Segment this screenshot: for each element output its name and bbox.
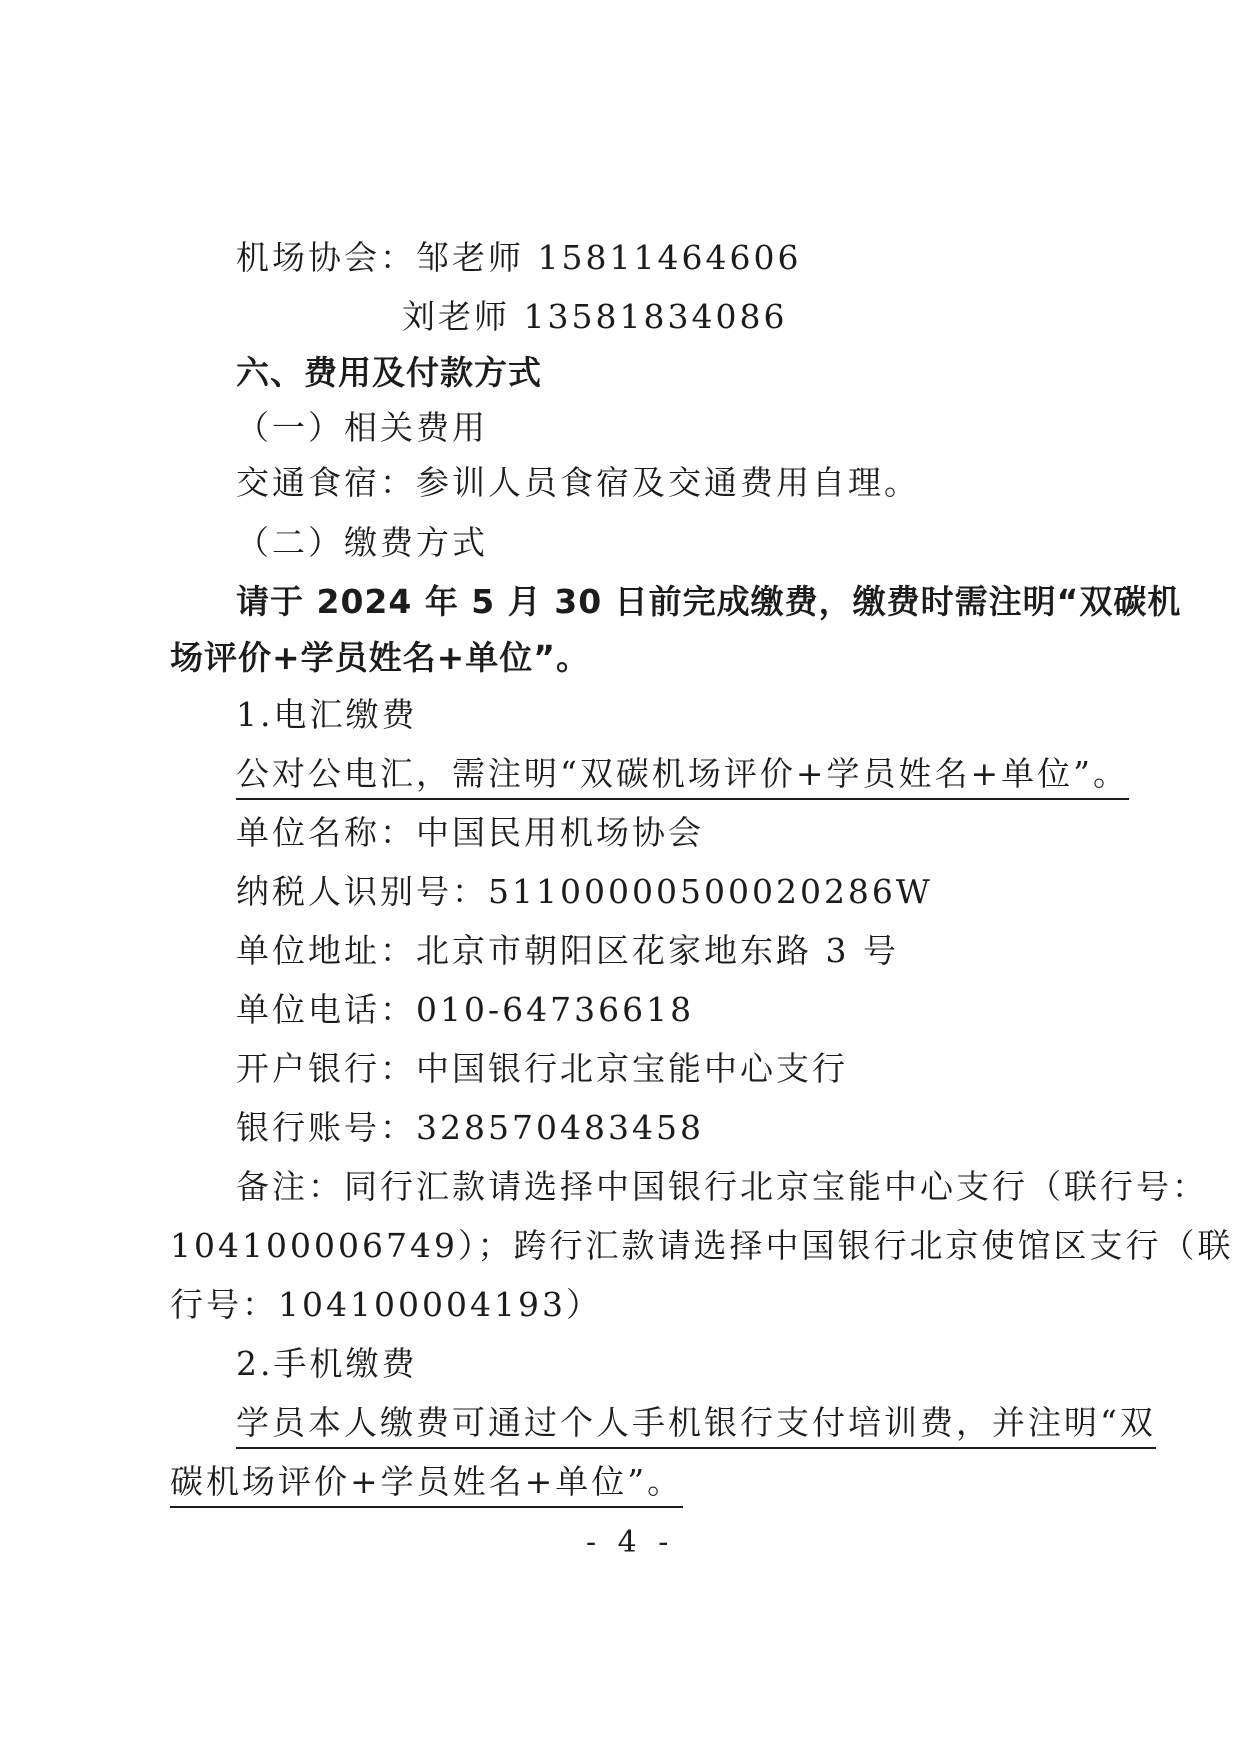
subheading-payment: （二）缴费方式 [236, 523, 488, 562]
org-label: 机场协会： [236, 238, 416, 277]
deadline-line-1: 请于 2024 年 5 月 30 日前完成缴费，缴费时需注明“双碳机 [236, 582, 1182, 621]
mobile-note-line-2: 碳机场评价+学员姓名+单位”。 [170, 1462, 683, 1508]
remark-line-3: 行号：104100004193） [170, 1285, 602, 1324]
contact-1-phone: 15811464606 [537, 238, 802, 277]
remark-line-2: 104100006749）；跨行汇款请选择中国银行北京使馆区支行（联 [170, 1226, 1234, 1265]
deadline-line-2: 场评价+学员姓名+单位”。 [170, 638, 590, 677]
wire-note: 公对公电汇，需注明“双碳机场评价+学员姓名+单位”。 [236, 754, 1129, 800]
subheading-fees: （一）相关费用 [236, 408, 488, 447]
unit-phone: 单位电话：010-64736618 [236, 990, 695, 1029]
unit-name: 单位名称：中国民用机场协会 [236, 813, 704, 852]
section-heading: 六、费用及付款方式 [236, 353, 542, 392]
unit-address: 单位地址：北京市朝阳区花家地东路 3 号 [236, 931, 899, 970]
remark-line-1: 备注：同行汇款请选择中国银行北京宝能中心支行（联行号： [236, 1167, 1208, 1206]
lodging-text: 交通食宿：参训人员食宿及交通费用自理。 [236, 463, 920, 502]
bank-name: 开户银行：中国银行北京宝能中心支行 [236, 1049, 848, 1088]
contact-2-phone: 13581834086 [523, 297, 788, 336]
contact-line-1 [236, 238, 801, 278]
contact-1-name: 邹老师 [416, 238, 524, 277]
mobile-title: 2.手机缴费 [236, 1344, 418, 1383]
contact-line-2 [402, 297, 787, 337]
tax-id: 纳税人识别号：51100000500020286W [236, 872, 933, 911]
mobile-note-line-1: 学员本人缴费可通过个人手机银行支付培训费，并注明“双 [236, 1403, 1156, 1449]
bank-account: 银行账号：328570483458 [236, 1108, 704, 1147]
contact-2-name: 刘老师 [402, 297, 510, 336]
page-number: - 4 - [586, 1525, 675, 1560]
wire-title: 1.电汇缴费 [236, 695, 418, 734]
